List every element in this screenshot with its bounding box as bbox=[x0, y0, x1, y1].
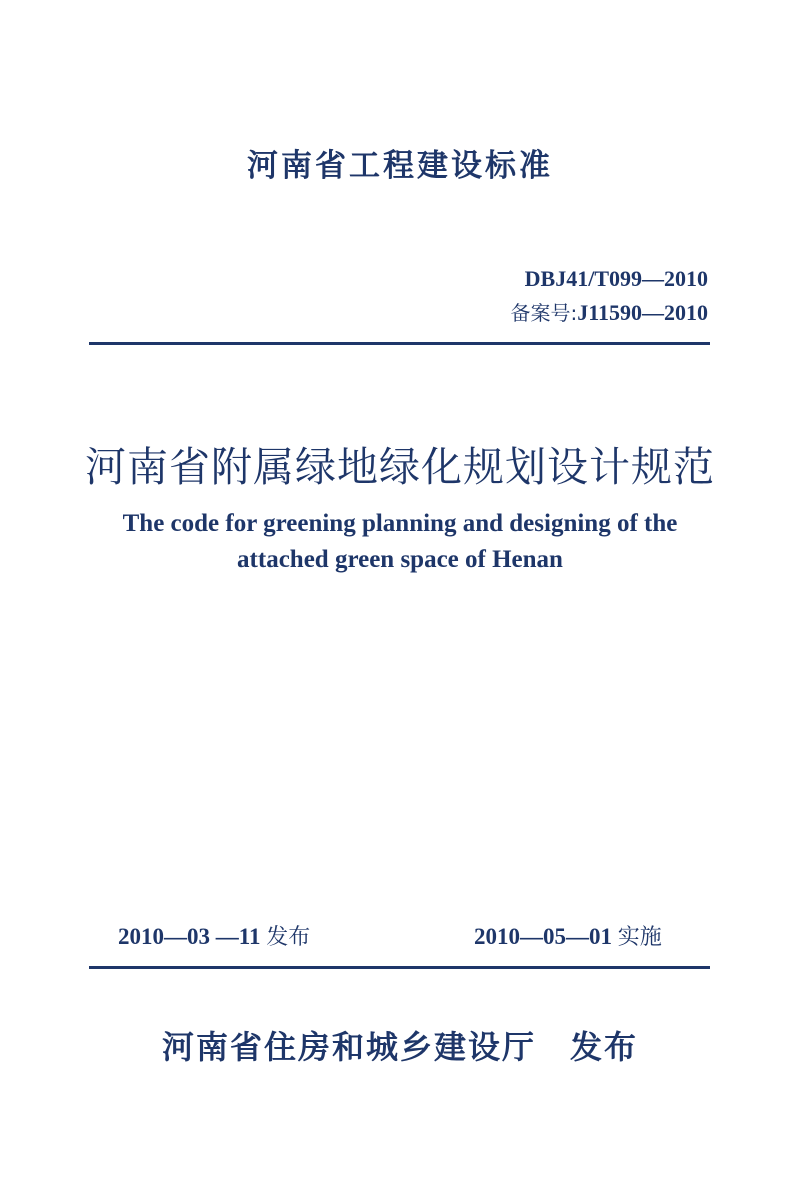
record-number-line bbox=[510, 296, 708, 330]
issue-date bbox=[118, 920, 310, 951]
title-english-line-2: attached green space of Henan bbox=[237, 546, 563, 573]
title-english-line-1: The code for greening planning and designing of the bbox=[122, 510, 678, 537]
standard-code: DBJ41/T099—2010 bbox=[524, 266, 708, 291]
implementation-label: 实施 bbox=[617, 925, 662, 950]
title-english bbox=[0, 506, 800, 578]
bottom-divider bbox=[89, 966, 710, 969]
record-number: J11590—2010 bbox=[577, 300, 708, 325]
implementation-date bbox=[474, 920, 662, 951]
publisher-action: 发布 bbox=[570, 1028, 639, 1066]
implementation-date-value: 2010—05—01 bbox=[474, 924, 612, 949]
title-chinese: 河南省附属绿地绿化规划设计规范 bbox=[85, 443, 715, 491]
record-label: 备案号: bbox=[510, 301, 578, 325]
series-title: 河南省工程建设标准 bbox=[247, 148, 553, 184]
issue-label: 发布 bbox=[266, 925, 311, 950]
standard-code-block bbox=[510, 262, 708, 330]
issue-date-value: 2010—03 —11 bbox=[118, 924, 261, 949]
publisher-name: 河南省住房和城乡建设厅 bbox=[161, 1028, 536, 1066]
top-divider bbox=[89, 342, 710, 345]
publisher-line bbox=[0, 1022, 800, 1068]
